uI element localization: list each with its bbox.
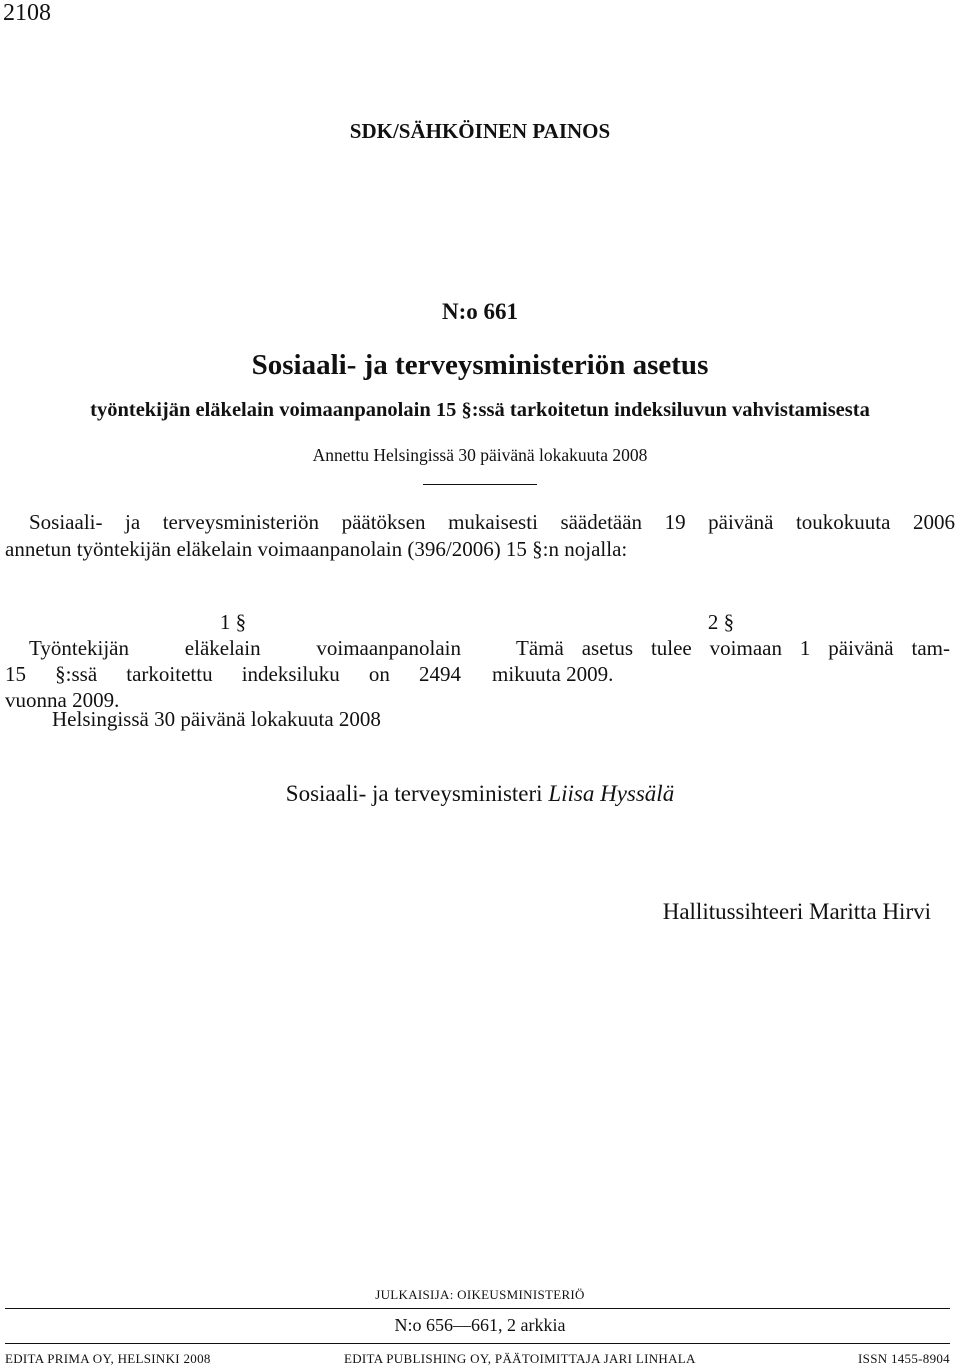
footer-divider — [5, 1343, 950, 1344]
document-title: Sosiaali- ja terveysministeriön asetus — [251, 349, 709, 381]
section-2 — [492, 609, 950, 687]
signing-place-date: Helsingissä 30 päivänä lokakuuta 2008 — [52, 707, 381, 731]
section-heading: 1 § — [219, 610, 247, 634]
preamble — [5, 509, 955, 563]
title-divider — [423, 484, 537, 485]
minister-name: Liisa Hyssälä — [548, 781, 675, 806]
issue-info: N:o 656—661, 2 arkkia — [394, 1315, 566, 1335]
section-heading: 2 § — [707, 610, 735, 634]
minister-title: Sosiaali- ja terveysministeri — [285, 781, 543, 806]
minister-signature — [0, 781, 960, 807]
issued-date: Annettu Helsingissä 30 päivänä lokakuuta 2008 — [312, 445, 648, 465]
preamble-line: annetun työntekijän eläkelain voimaanpanolain (396/2006) 15 §:n nojalla: — [5, 537, 628, 561]
section-text-line: Tämä asetus tulee voimaan 1 päivänä tam- — [516, 636, 950, 660]
footer-divider — [5, 1308, 950, 1309]
document-subtitle: työntekijän eläkelain voimaanpanolain 15 §:ssä tarkoitetun indeksiluvun vahvistamisesta — [90, 399, 870, 421]
issn: ISSN 1455-8904 — [858, 1351, 950, 1366]
page-number: 2108 — [3, 0, 51, 26]
publisher: JULKAISIJA: OIKEUSMINISTERIÖ — [375, 1287, 585, 1302]
edition-label: SDK/SÄHKÖINEN PAINOS — [349, 119, 611, 143]
secretary-signature: Hallitussihteeri Maritta Hirvi — [662, 899, 931, 924]
statute-number: N:o 661 — [441, 299, 519, 324]
printer-info: EDITA PRIMA OY, HELSINKI 2008 — [5, 1351, 211, 1366]
section-text-line: vuonna 2009. — [5, 688, 120, 712]
section-text-line: Työntekijän eläkelain voimaanpanolain — [29, 636, 461, 660]
section-text-line: 15 §:ssä tarkoitettu indeksiluku on 2494 — [5, 662, 461, 686]
section-text-line: mikuuta 2009. — [492, 662, 614, 686]
publishing-info: EDITA PUBLISHING OY, PÄÄTOIMITTAJA JARI LINHALA — [344, 1351, 696, 1366]
section-1 — [5, 609, 461, 713]
preamble-line: Sosiaali- ja terveysministeriön päätöksen mukaisesti säädetään 19 päivänä toukokuuta 2006 — [29, 510, 955, 534]
